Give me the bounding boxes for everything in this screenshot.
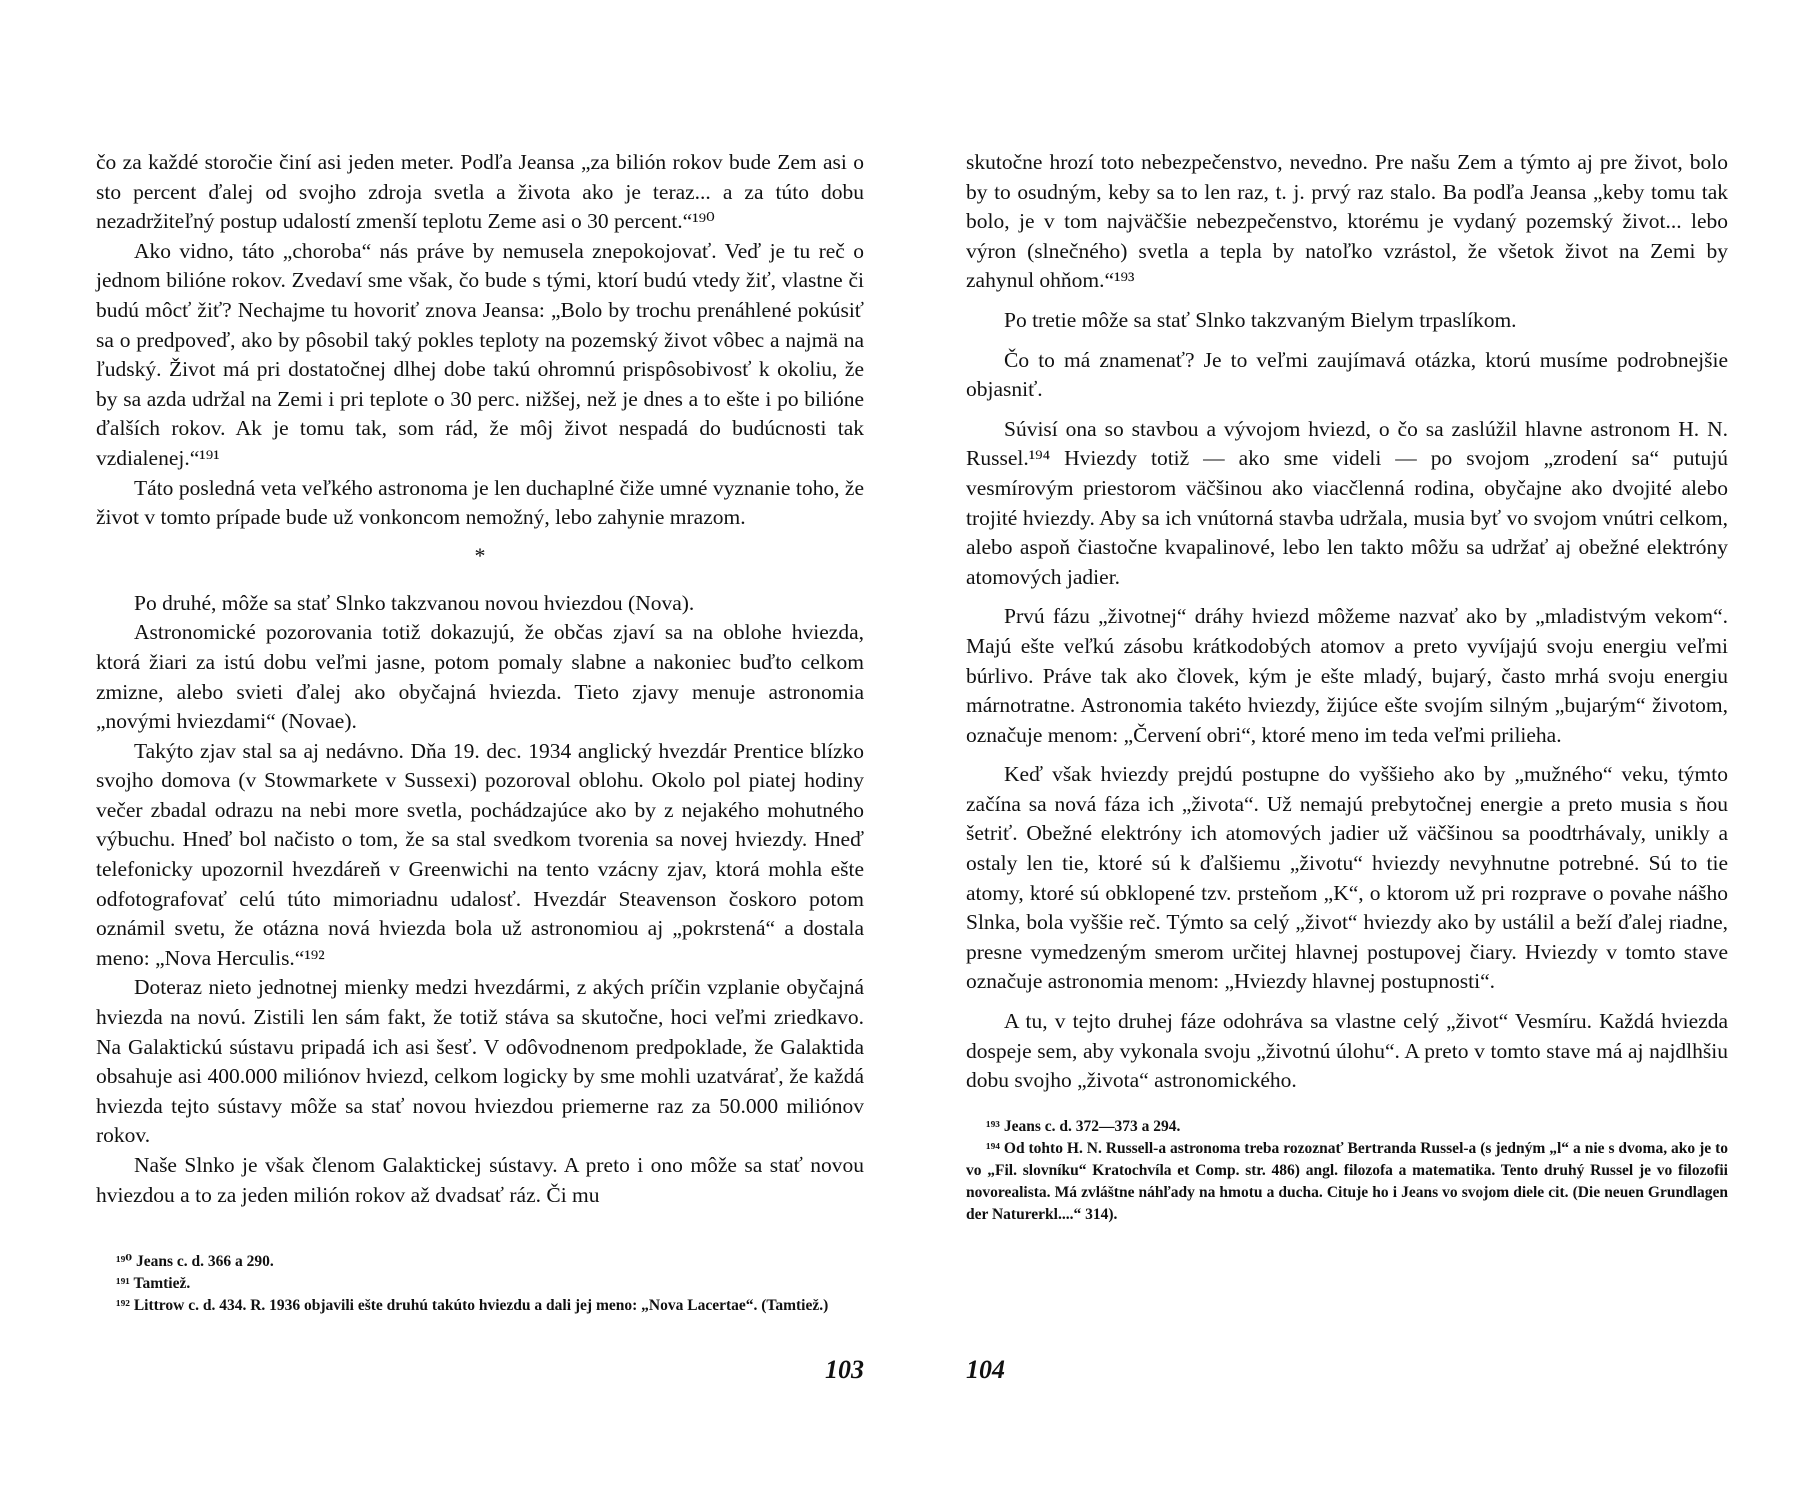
right-page-text	[966, 148, 1728, 1096]
footnote: ¹⁹⁴ Od tohto H. N. Russell-a astronoma treba rozoznať Bertranda Russel-a (s jedným „l“ a nie s dvoma, ako je to vo „Fil. slovníku“ Kratochvíla et Comp. str. 486) angl. filozofa a matematika. Tento druhý Russel je vo filozofii novorealista. Má zvláštne náhľady na hmotu a ducha. Cituje ho i Jeans vo svojom diele cit. (Die neuen Grundlagen der Naturerkl....“ 314).	[966, 1140, 1728, 1223]
paragraph: Po tretie môže sa stať Slnko takzvaným Bielym trpaslíkom.	[1004, 307, 1517, 332]
left-page	[96, 148, 864, 1384]
paragraph: Súvisí ona so stavbou a vývojom hviezd, o čo sa zaslúžil hlavne astronom H. N. Russel.¹⁹⁴ Hviezdy totiž — ako sme videli — po svojom „zrodení sa“ putujú vesmírovým priestorom väčšinou ako viacčlenná rodina, obyčajne ako dvojité alebo trojité hviezdy. Aby sa ich vnútorná stavba udržala, musia byť vo svojom vnútri celkom, alebo aspoň čiastočne kvapalinové, lebo len takto môžu sa udržať aj obežné elektróny atomových jadier.	[966, 416, 1728, 589]
footnote: ¹⁹² Littrow c. d. 434. R. 1936 objavili ešte druhú takúto hviezdu a dali jej meno: „Nova Lacertae“. (Tamtiež.)	[116, 1297, 829, 1314]
footnote: ¹⁹⁰ Jeans c. d. 366 a 290.	[116, 1253, 274, 1270]
paragraph: čo za každé storočie činí asi jeden meter. Podľa Jeansa „za bilión rokov bude Zem asi o sto percent ďalej od svojho zdroja svetla a života ako je teraz... a za túto dobu nezadržiteľný postup udalostí zmenší teplotu Zeme asi o 30 percent.“¹⁹⁰	[96, 150, 864, 234]
left-page-text	[96, 148, 864, 1210]
paragraph: Astronomické pozorovania totiž dokazujú, že občas zjaví sa na oblohe hviezda, ktorá žiari za istú dobu veľmi jasne, potom pomaly slabne a nakoniec buďto celkom zmizne, alebo svieti ďalej ako obyčajná hviezda. Tieto zjavy menuje astronomia „novými hviezdami“ (Novae).	[96, 620, 864, 734]
paragraph: Naše Slnko je však členom Galaktickej sústavy. A preto i ono môže sa stať novou hviezdou a to za jeden milión rokov až dvadsať ráz. Či mu	[96, 1153, 864, 1207]
right-footnotes	[966, 1116, 1728, 1226]
paragraph: Keď však hviezdy prejdú postupne do vyššieho ako by „mužného“ veku, týmto začína sa nová fáza ich „života“. Už nemajú prebytočnej energie a preto musia s ňou šetriť. Obežné elektróny ich atomových jadier už väčšinou sa poodtrhávaly, unikly a ostaly len tie, ktoré sú k ďalšiemu „životu“ hviezdy nevyhnutne potrebné. Sú to tie atomy, ktoré sú obklopené tzv. prsteňom „K“, o ktorom už pri rozprave o povahe nášho Slnka, bola vyššie reč. Týmto sa celý „život“ hviezdy ako by ustálil a beží ďalej riadne, presne vymedzeným smerom určitej hlavnej postupovej čiary. Hviezdy v tomto stave označuje astronomia menom: „Hviezdy hlavnej postupnosti“.	[966, 762, 1728, 994]
footnote: ¹⁹³ Jeans c. d. 372—373 a 294.	[986, 1118, 1181, 1135]
paragraph: skutočne hrozí toto nebezpečenstvo, nevedno. Pre našu Zem a týmto aj pre život, bolo by to osudným, keby sa to len raz, t. j. prvý raz stalo. Ba podľa Jeansa „keby tomu tak bolo, je v tom najväčšie nebezpečenstvo, ktorému je vydaný pozemský život... lebo výron (slnečného) svetla a tepla by natoľko vzrástol, že všetok život na Zemi by zahynul ohňom.“¹⁹³	[966, 150, 1728, 293]
paragraph: Ako vidno, táto „choroba“ nás práve by nemusela znepokojovať. Veď je tu reč o jednom bilióne rokov. Zvedaví sme však, čo bude s tými, ktorí budú vtedy žiť, vlastne či budú môcť žiť? Nechajme tu hovoriť znova Jeansa: „Bolo by trochu prenáhlené pokúsiť sa o predpoveď, ako by pôsobil taký pokles teploty na pozemský život vôbec a najmä na ľudský. Život má pri dostatočnej dlhej dobe takú ohromnú prispôsobivosť k okoliu, že by sa azda udržal na Zemi i pri teplote o 30 perc. nižšej, než je dnes a to ešte i po bilióne ďalších rokov. Ak je tomu tak, som rád, že môj život nespadá do budúcnosti tak vzdialenej.“¹⁹¹	[96, 238, 864, 470]
paragraph: Čo to má znamenať? Je to veľmi zaujímavá otázka, ktorú musíme podrobnejšie objasniť.	[966, 347, 1728, 402]
paragraph: A tu, v tejto druhej fáze odohráva sa vlastne celý „život“ Vesmíru. Každá hviezda dospeje sem, aby vykonala svoju „životnú úlohu“. A preto v tomto stave má aj najdlhšiu dobu svojho „života“ astronomického.	[966, 1009, 1728, 1093]
section-separator: *	[474, 542, 486, 568]
paragraph: Táto posledná veta veľkého astronoma je len duchaplné čiže umné vyznanie toho, že život v tomto prípade bude už vonkoncom nemožný, lebo zahynie mrazom.	[96, 475, 864, 530]
page-number: 103	[825, 1355, 864, 1384]
left-footnotes	[96, 1251, 864, 1317]
right-page	[966, 148, 1728, 1384]
paragraph: Doteraz nieto jednotnej mienky medzi hvezdármi, z akých príčin vzplanie obyčajná hviezda na novú. Zistili len sám fakt, že totiž stáva sa skutočne, hoci veľmi zriedkavo. Na Galaktickú sústavu pripadá ich asi šesť. V odôvodnenom predpoklade, že Galaktida obsahuje asi 400.000 miliónov hviezd, celkom logicky by sme mohli uzatvárať, že každá hviezda tejto sústavy môže sa stať novou hviezdou priemerne raz za 50.000 miliónov rokov.	[96, 975, 864, 1148]
paragraph: Takýto zjav stal sa aj nedávno. Dňa 19. dec. 1934 anglický hvezdár Prentice blízko svojho domova (v Stowmarkete v Sussexi) pozoroval oblohu. Okolo pol piatej hodiny večer zbadal odrazu na nebi more svetla, pochádzajúce ako by z nejakého mohutného výbuchu. Hneď bol načisto o tom, že sa stal svedkom tvorenia sa novej hviezdy. Hneď telefonicky upozornil hvezdáreň v Greenwichi na tento vzácny zjav, ktorá mohla ešte odfotografovať celú túto mimoriadnu udalosť. Hvezdár Steavenson čoskoro potom oznámil svetu, že otázna nová hviezda bola už astronomiou aj „pokrstená“ a dostala meno: „Nova Herculis.“¹⁹²	[96, 738, 864, 970]
paragraph: Prvú fázu „životnej“ dráhy hviezd môžeme nazvať ako by „mladistvým vekom“. Majú ešte veľkú zásobu krátkodobých atomov a preto vyvíjajú svoju energiu veľmi búrlivo. Práve tak ako človek, kým je ešte mladý, bujarý, často mrhá svoju energiu márnotratne. Astronomia takéto hviezdy, žijúce ešte svojím silným „bujarým“ životom, označuje menom: „Červení obri“, ktoré meno im teda veľmi prilieha.	[966, 604, 1728, 747]
page-number: 104	[966, 1355, 1005, 1384]
paragraph: Po druhé, môže sa stať Slnko takzvanou novou hviezdou (Nova).	[134, 590, 695, 615]
footnote: ¹⁹¹ Tamtiež.	[116, 1275, 191, 1292]
